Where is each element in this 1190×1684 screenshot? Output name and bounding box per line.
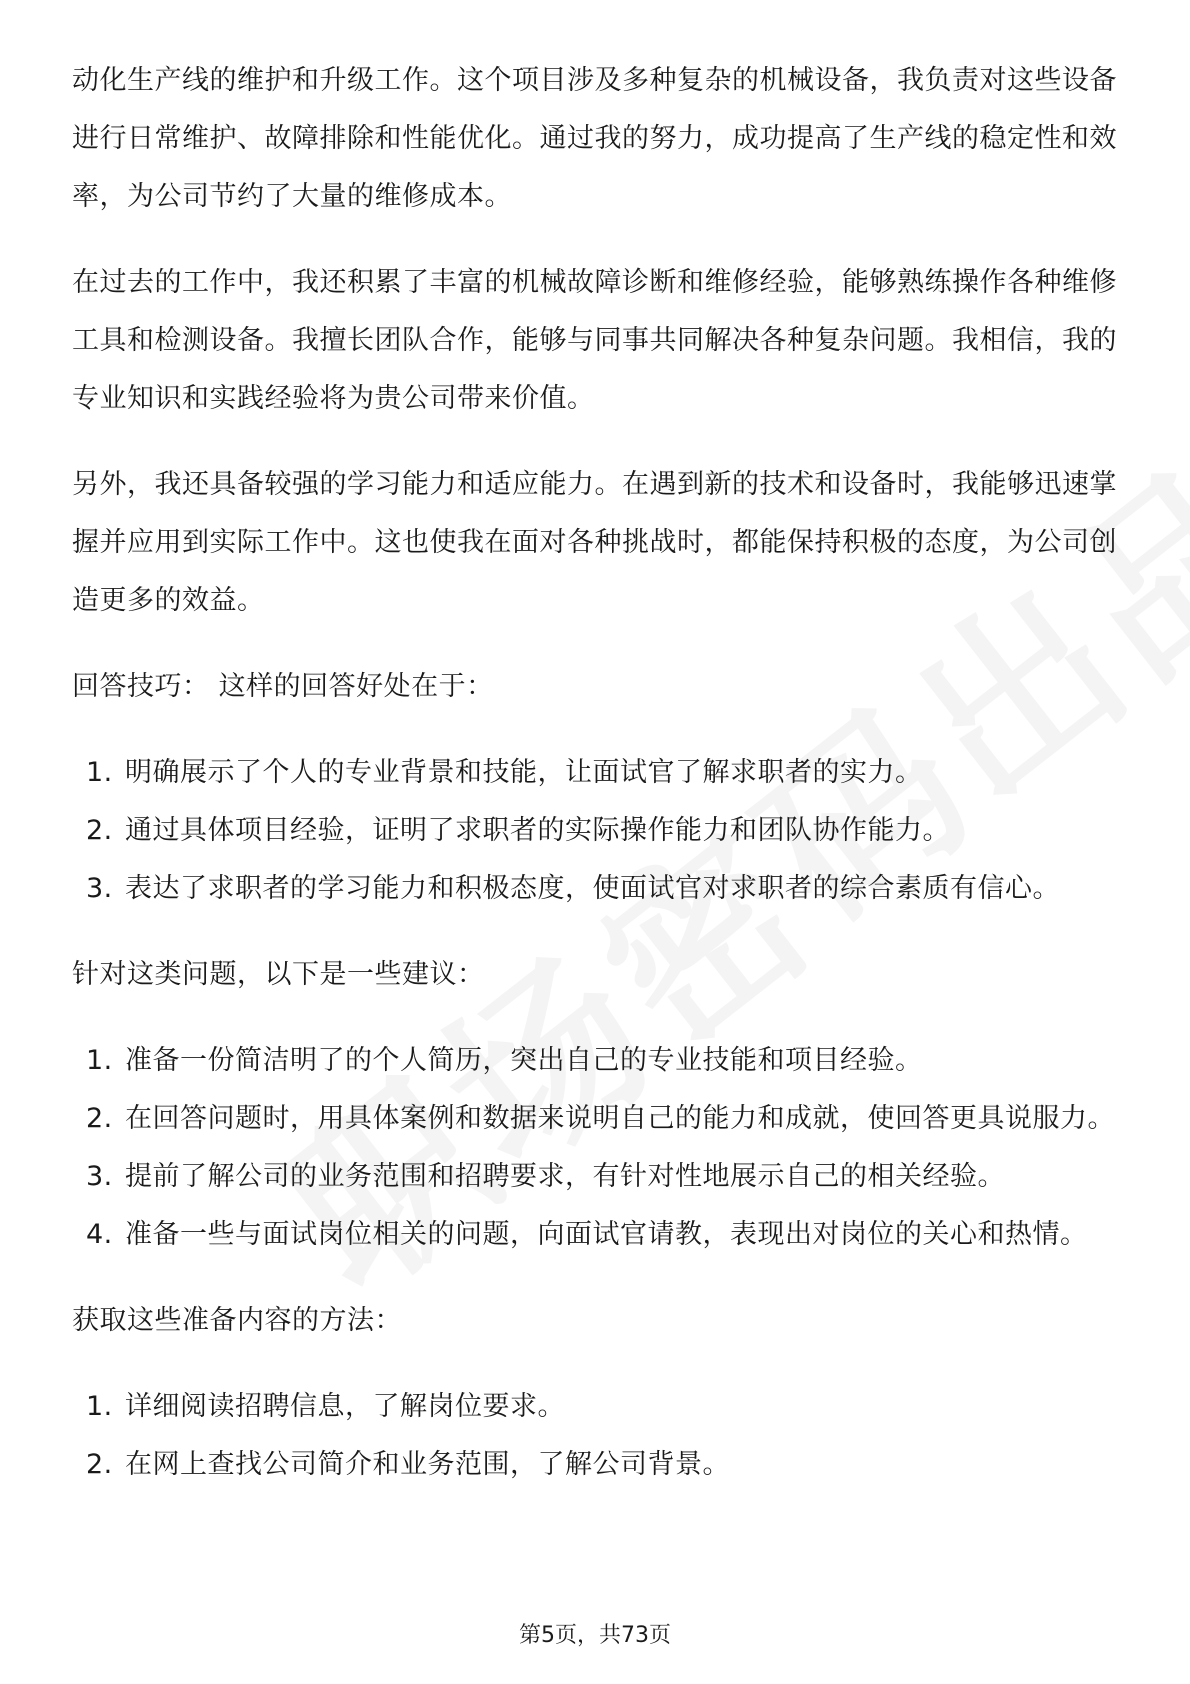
list-item-text: 明确展示了个人的专业背景和技能，让面试官了解求职者的实力。 [125,757,923,788]
paragraph-project-experience: 动化生产线的维护和升级工作。这个项目涉及多种复杂的机械设备，我负责对这些设备进行日常维护、故障排除和性能优化。通过我的努力，成功提高了生产线的稳定性和效率，为公司节约了大量的维修成本。 [72,65,1117,212]
list-item [72,744,1118,802]
paragraph-past-experience: 在过去的工作中，我还积累了丰富的机械故障诊断和维修经验，能够熟练操作各种维修工具和检测设备。我擅长团队合作，能够与同事共同解决各种复杂问题。我相信，我的专业知识和实践经验将为贵公司带来价值。 [72,267,1117,414]
tips-list [72,744,1118,918]
suggestions-heading: 针对这类问题，以下是一些建议： [72,959,485,990]
document-body [72,52,1118,1522]
list-item [72,1090,1118,1148]
tips-heading: 回答技巧： 这样的回答好处在于： [72,671,494,702]
list-item [72,802,1118,860]
list-number: 2. [86,1449,113,1480]
list-item-text: 提前了解公司的业务范围和招聘要求，有针对性地展示自己的相关经验。 [125,1161,1005,1192]
methods-list [72,1378,1118,1494]
list-item-text: 在回答问题时，用具体案例和数据来说明自己的能力和成就，使回答更具说服力。 [125,1103,1115,1134]
list-number: 2. [86,815,113,846]
list-item-text: 准备一份简洁明了的个人简历，突出自己的专业技能和项目经验。 [125,1045,923,1076]
list-item [72,860,1118,918]
list-number: 4. [86,1219,113,1250]
list-item-text: 详细阅读招聘信息，了解岗位要求。 [125,1391,565,1422]
list-item [72,1148,1118,1206]
list-number: 2. [86,1103,113,1134]
page-number-footer: 第5页，共73页 [519,1623,671,1648]
list-item [72,1436,1118,1494]
list-item-text: 表达了求职者的学习能力和积极态度，使面试官对求职者的综合素质有信心。 [125,873,1060,904]
list-number: 1. [86,1045,113,1076]
list-number: 3. [86,873,113,904]
list-item-text: 通过具体项目经验，证明了求职者的实际操作能力和团队协作能力。 [125,815,950,846]
suggestions-list [72,1032,1118,1264]
list-item-text: 在网上查找公司简介和业务范围，了解公司背景。 [125,1449,730,1480]
list-item [72,1378,1118,1436]
methods-heading: 获取这些准备内容的方法： [72,1305,402,1336]
list-item-text: 准备一些与面试岗位相关的问题，向面试官请教，表现出对岗位的关心和热情。 [125,1219,1088,1250]
list-number: 1. [86,1391,113,1422]
list-number: 1. [86,757,113,788]
list-item [72,1032,1118,1090]
paragraph-learning-ability: 另外，我还具备较强的学习能力和适应能力。在遇到新的技术和设备时，我能够迅速掌握并应用到实际工作中。这也使我在面对各种挑战时，都能保持积极的态度，为公司创造更多的效益。 [72,469,1117,616]
list-number: 3. [86,1161,113,1192]
list-item [72,1206,1118,1264]
